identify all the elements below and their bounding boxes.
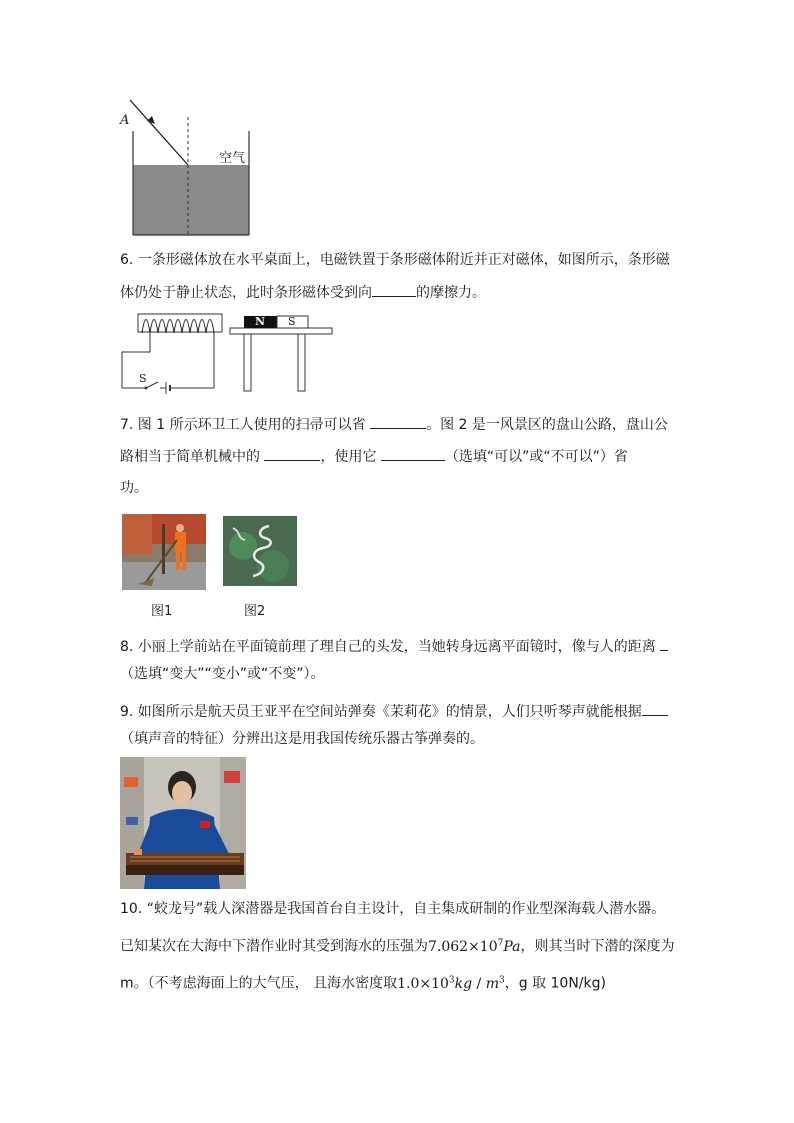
magnet-figure (118, 308, 338, 398)
q6-answer-blank[interactable] (372, 282, 416, 297)
beaker-figure (115, 95, 265, 240)
q8-line1: 8. 小丽上学前站在平面镜前理了理自己的头发，当她转身远离平面镜时，像与人的距离 (120, 636, 680, 657)
q7-line3: 功。 (120, 480, 148, 496)
coil-winding (142, 320, 214, 334)
q6-line1: 6. 一条形磁体放在水平桌面上，电磁铁置于条形磁体附近并正对磁体，如图所示，条形磁 (120, 252, 670, 268)
figure2-caption: 图2 (244, 604, 266, 619)
q6-line2: 体仍处于静止状态，此时条形磁体受到向 的摩擦力。 (120, 282, 680, 303)
q10-line2: 已知某次在大海中下潜作业时其受到海水的压强为$7.062\times 10^7Pa$，则其当时下潜的深度为 (120, 938, 675, 955)
magnet-s-label: S (288, 315, 296, 328)
q7-line2: 路相当于简单机械中的 ，使用它 （选填“可以”或“不可以”）省 (120, 446, 680, 467)
density-value: $1.0\times 10^3kg / m^3$ (397, 975, 505, 992)
switch-label: S (139, 372, 147, 385)
table-top (230, 328, 332, 334)
beaker-diagram (115, 95, 265, 240)
table-leg-right (298, 334, 305, 391)
water-body (133, 165, 249, 235)
electromagnet-diagram (118, 308, 338, 398)
q7-blank-1[interactable] (370, 414, 426, 429)
q10-line3: m。（不考虑海面上的大气压， 且海水密度取$1.0\times 10^3kg / m^3$，g 取 10N/kg) (120, 975, 606, 992)
figure1-caption: 图1 (151, 604, 173, 619)
q7-blank-2[interactable] (264, 446, 320, 461)
switch-lever (146, 382, 158, 388)
mountain-road-photo (223, 516, 297, 586)
q9-line2: （填声音的特征）分辨出这是用我国传统乐器古筝弹奏的。 (120, 731, 484, 747)
air-label: 空气 (219, 151, 246, 166)
astronaut-photo (120, 757, 246, 889)
q7-line1: 7. 图 1 所示环卫工人使用的扫帚可以省 。图 2 是一风景区的盘山公路，盘山公 (120, 414, 680, 435)
q10-line1: 10. “蛟龙号”载人深潜器是我国首台自主设计，自主集成研制的作业型深海载人潜水器。 (120, 901, 666, 917)
pressure-value: $7.062\times 10^7Pa$ (428, 938, 521, 955)
table-leg-left (244, 334, 251, 391)
sweeper-illustration (122, 514, 206, 590)
magnet-n-label: N (255, 315, 266, 328)
astronaut-guzheng-illustration (120, 757, 246, 889)
road-illustration (223, 516, 297, 586)
incident-ray (130, 100, 188, 165)
q8-answer-blank[interactable] (660, 636, 668, 651)
q9-line1: 9. 如图所示是航天员王亚平在空间站弹奏《茉莉花》的情景，人们只听琴声就能根据 (120, 701, 680, 722)
sweeper-photo (122, 514, 206, 590)
q7-blank-3[interactable] (381, 446, 445, 461)
q8-line2: （选填“变大”“变小”或“不变”）。 (120, 666, 325, 682)
q9-answer-blank[interactable] (642, 701, 668, 716)
point-a-label: A (120, 113, 130, 128)
